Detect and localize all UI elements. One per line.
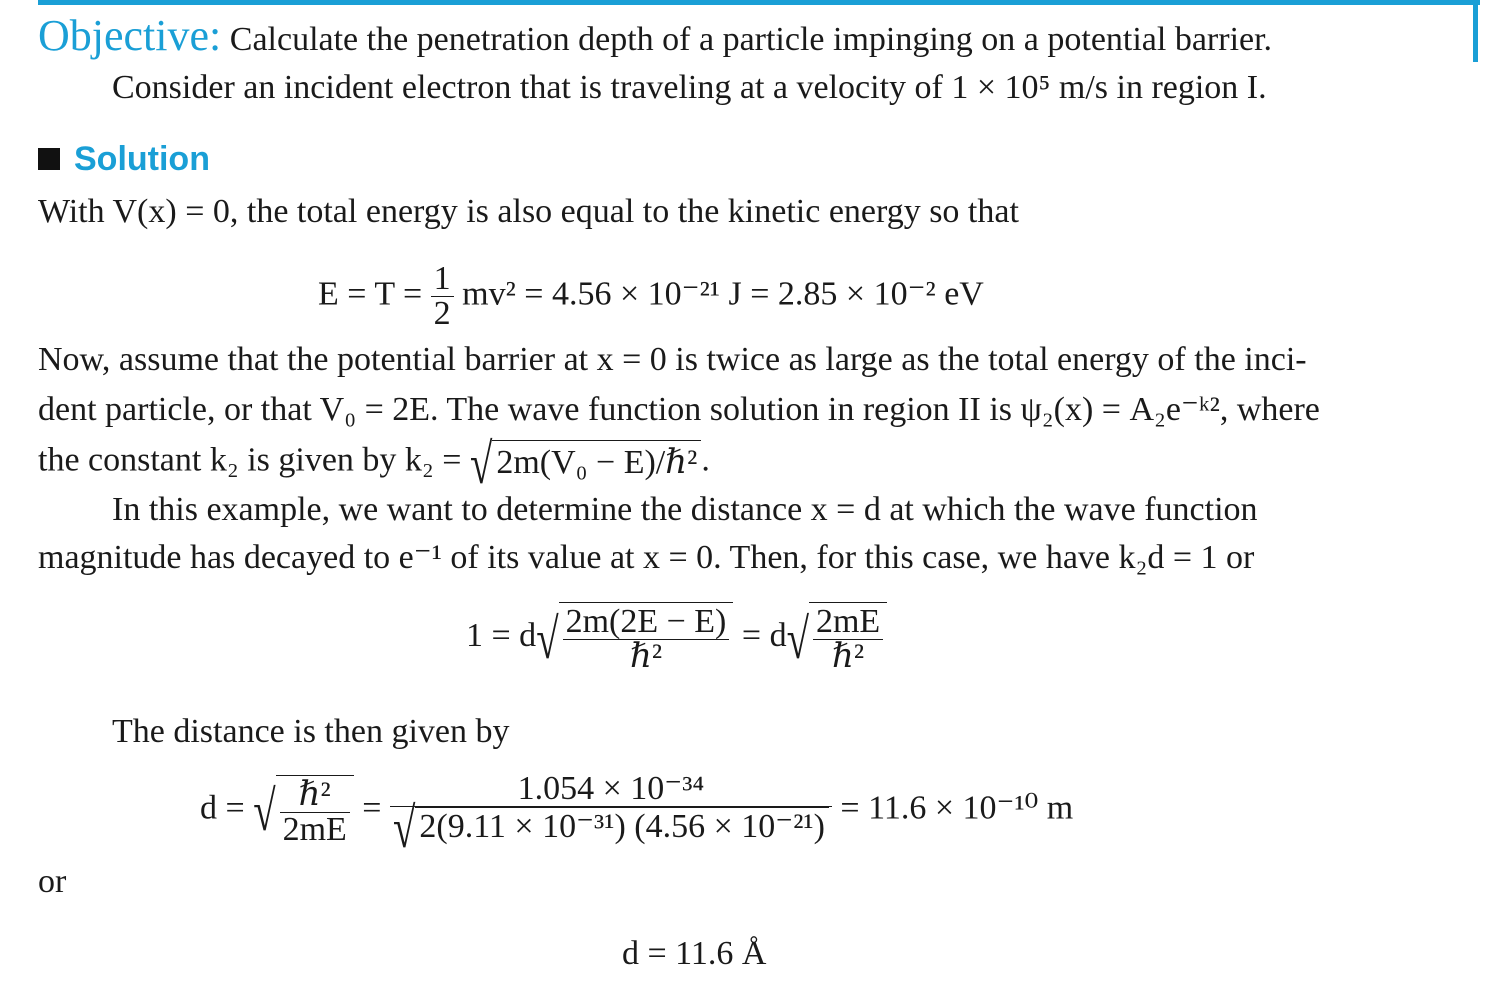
top-accent-bar (38, 0, 1480, 5)
eq3-right: = 11.6 × 10⁻¹⁰ m (840, 789, 1074, 827)
eq2-frac1-den: ℏ² (629, 638, 663, 675)
equation-decay (466, 602, 887, 674)
paragraph-2-line-2: dent particle, or that V₀ = 2E. The wave function solution in region II is ψ₂(x) = A₂e⁻ᵏ², where (38, 391, 1320, 428)
eq1-num: 1 (431, 262, 454, 297)
eq1-right: mv² = 4.56 × 10⁻²¹ J = 2.85 × 10⁻² eV (462, 275, 984, 313)
eq2-frac2-den: ℏ² (832, 638, 865, 675)
eq1-left: E = T = (318, 275, 431, 313)
k2-radicand: 2m(V₀ − E)/ℏ² (492, 440, 701, 483)
eq3-frac1-den: 2mE (282, 810, 347, 848)
p2-line3-text: the constant k₂ is given by k₂ = (38, 441, 470, 479)
radical-icon: √ (786, 607, 809, 671)
bullet-square-icon (38, 148, 60, 170)
solution-heading-text: Solution (74, 140, 210, 178)
paragraph-2-line-3 (38, 433, 710, 497)
eq3-frac2-radicand: 2(9.11 × 10⁻³¹) (4.56 × 10⁻²¹) (415, 807, 829, 844)
solution-heading (38, 140, 210, 179)
radical-icon: √ (253, 780, 276, 844)
paragraph-3-line-2: magnitude has decayed to e⁻¹ of its value at x = 0. Then, for this case, we have k₂d = 1 or (38, 539, 1255, 576)
consider-line: Consider an incident electron that is traveling at a velocity of 1 × 10⁵ m/s in region I. (112, 69, 1267, 106)
eq2-sqrt2 (787, 602, 888, 674)
eq1-fraction (431, 262, 454, 331)
eq1-den: 2 (433, 295, 451, 332)
paragraph-3-line-1: In this example, we want to determine the distance x = d at which the wave function (112, 491, 1258, 528)
eq2-frac1 (563, 605, 730, 674)
objective-text: Calculate the penetration depth of a particle impinging on a potential barrier. (229, 21, 1273, 58)
eq3-sqrt (253, 775, 354, 847)
p2-line3-end: . (701, 441, 710, 479)
paragraph-4: The distance is then given by (112, 713, 510, 750)
eq2-left: 1 = d (466, 616, 537, 654)
eq2-frac1-num: 2m(2E − E) (563, 605, 730, 640)
eq3-frac2-den (390, 796, 832, 860)
k2-sqrt (469, 433, 701, 497)
eq3-frac2 (390, 770, 832, 860)
equation-distance (200, 770, 1074, 860)
equation-energy (318, 262, 984, 331)
objective-line (38, 11, 1273, 60)
eq2-mid: = d (741, 616, 787, 654)
paragraph-2-line-1: Now, assume that the potential barrier at x = 0 is twice as large as the total energy of the inci- (38, 341, 1307, 378)
side-accent-bar (1473, 0, 1478, 62)
eq2-frac2-num: 2mE (813, 605, 883, 640)
eq2-frac2 (813, 605, 883, 674)
eq3-frac1 (280, 775, 350, 848)
eq2-sqrt1 (536, 602, 733, 674)
paragraph-1: With V(x) = 0, the total energy is also equal to the kinetic energy so that (38, 193, 1019, 230)
eq3-frac1-num: ℏ² (280, 778, 350, 813)
or-word: or (38, 863, 67, 900)
radical-icon: √ (469, 433, 493, 497)
eq3-left: d = (200, 789, 254, 827)
radical-icon: √ (392, 796, 416, 860)
radical-icon: √ (536, 607, 559, 671)
eq3-eq: = (362, 789, 382, 827)
objective-label: Objective: (38, 11, 222, 60)
final-result: d = 11.6 Å (622, 935, 767, 972)
eq3-frac2-num: 1.054 × 10⁻³⁴ (390, 772, 832, 807)
